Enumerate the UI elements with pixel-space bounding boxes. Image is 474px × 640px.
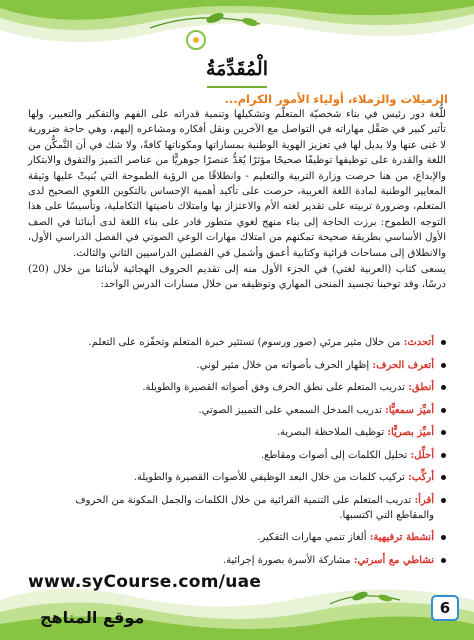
list-item [41,425,446,440]
intro-paragraph: للُّغة دور رئيس في بناء شخصيّة المتعلّم وتشكيلها وتنمية قدراته على الفهم والتفكير والتعبير، ولها تأثير كبير في صَقْل مهاراته في التواصل مع الآخرين ونقل أفكاره ومشاعره إليهم، وهي حاجة ضرورية لا غنى عنها ولا بديل لها في تعزيز الهوية الوطنية بمساراتها ومكوناتها كافةً، ولا شك في أن التَّمكُّن من اللغة والقدرة على توظيفها توظيفًا صحيحًا مؤثرًا يُعَدُّ عنصرًا جوهريًّا من عناصر التميز والتفوق والابتكار والإبداع، من هنا حرصت وزارة التربية والتعليم - وانطلاقًا من الرؤية الطموحة التي بُنيتْ عليها وثيقة المعايير الوطنية لمادة اللغة العربية، حرصت على تأكيد أهمية الإحساس بالتكوين اللغوي الصحيح لدى المتعلم، وضرورة تربيته على تقدير لغته الأم والاعتزاز بها وامتلاك ناصيتها التكاملية، وتأسيسًا على هذا التوجه الطموح: برزت الحاجة إلى بناء منهج لغوي متطور قادر على بناء اللغة لدى أبنائنا في الصف الأول الأساسي بطريقة صحيحة تمكنهم من امتلاك مهارات الوعي الصوتي في الفصل الدراسي الأول، والانطلاق إلى مساحات قرائية وكتابية أعمق وأشمل في الفصلين الدراسيين الثاني والثالث. [28,109,446,259]
bullet-icon [441,408,446,413]
list-item-label: أنشطة ترفيهية: [369,532,434,543]
list-item-label: أميِّز بصريًّا: [387,427,434,438]
page-title: الْمُقَدِّمَةُ [205,58,268,80]
introduction-body [28,107,446,294]
bullet-icon [441,363,446,368]
list-item-label: أقرأ: [414,494,434,506]
list-item [41,358,446,373]
site-name: موقع المناهج [40,608,145,627]
list-item-text: تدريب المتعلم على نطق الحرف وفق أصواته القصيرة والطويلة. [142,382,409,393]
list-item [41,470,446,485]
list-item-label: أتعرف الحرف: [372,359,434,371]
list-item-text: توظيف الملاحظة البصرية. [276,427,388,438]
bullet-icon [441,535,446,540]
list-item-text: مشاركة الأسرة بصورة إجرائية. [222,554,354,566]
list-item-label: أركِّب: [408,472,434,483]
bullet-icon [441,498,446,503]
title-underline [207,86,267,88]
list-item-text: تركيب كلمات من خلال البعد الوظيفي للأصوات القصيرة والطويلة. [133,472,409,483]
lesson-paths-list [41,335,446,575]
list-item-label: أنطق: [408,382,434,393]
page-number: 6 [431,595,459,621]
list-item-text: ألغاز تنمي مهارات التفكير. [257,532,370,543]
list-item-label: أتحدث: [403,337,434,348]
list-item [41,403,446,418]
intro-paragraph: يسعى كتاب (العربية لغتي) في الجزء الأول منه إلى تقديم الحروف الهجائية لأبنائنا من خلال (20) درسًا، وقد توخينا تجسيد المنحى المهاري وتوظيفه من خلال مسارات الدرس الواحد: [28,264,446,291]
bullet-icon [441,430,446,435]
bullet-icon [441,385,446,390]
list-item-text: تحليل الكلمات إلى أصوات ومقاطع. [260,449,411,461]
list-item-text: تدريب المدخل السمعي على التمييز الصوتي. [198,404,386,416]
list-item [41,530,446,545]
list-item-text: إظهار الحرف بأصواته من خلال مثير لوني. [196,359,373,371]
list-item [41,380,446,395]
list-item-label: أحلِّل: [410,449,434,461]
list-item-label: أميِّز سمعيًّا: [385,404,434,416]
list-item-label: نشاطي مع أسرتي: [353,554,434,566]
list-item [41,493,446,523]
list-item [41,335,446,350]
list-item-text: من خلال مثير مرئي (صور ورسوم) تستثير خبرة المتعلم وتحفّزه على التعلم. [88,337,404,348]
greeting-line: الزميلات والزملاء، أولياء الأمور الكرام... [224,92,448,106]
bullet-icon [441,453,446,458]
bullet-icon [441,340,446,345]
list-item [41,448,446,463]
website-url[interactable]: www.syCourse.com/uae [28,572,262,592]
bullet-icon [441,475,446,480]
list-item-text: تدريب المتعلم على التنمية القرائية من خلال الكلمات والجمل المكونة من الحروف والمقاطع التي اكتسبها. [75,494,434,521]
